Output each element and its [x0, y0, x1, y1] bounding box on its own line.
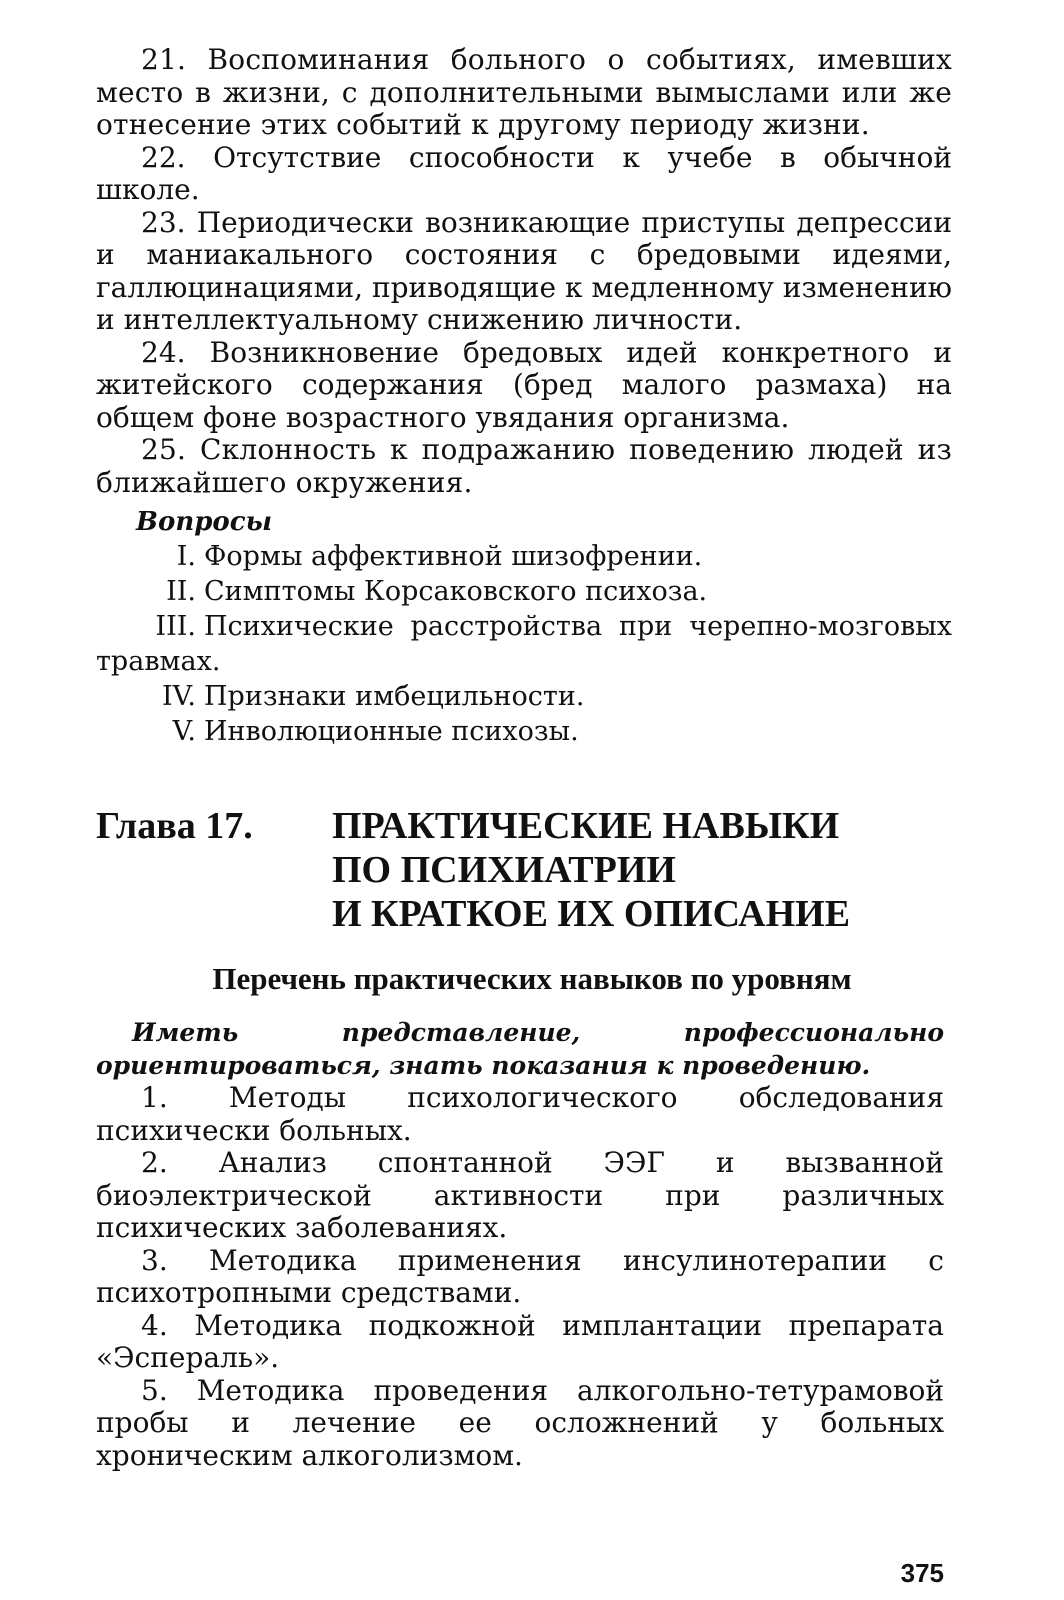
question-text: Психические расстройства при черепно-мозговых травмах. — [96, 611, 952, 677]
chapter-label: Глава 17. — [96, 805, 253, 847]
question-number: V. — [172, 716, 196, 747]
list-item: 2. Анализ спонтанной ЭЭГ и вызванной биоэлектрической активности при различных психических заболеваниях. — [96, 1146, 944, 1244]
question-text: Симптомы Корсаковского психоза. — [204, 576, 708, 607]
page-number: 375 — [900, 1558, 944, 1588]
question-text: Формы аффективной шизофрении. — [204, 541, 703, 572]
question-number: I. — [176, 541, 196, 572]
symptom-list-continued — [96, 44, 952, 749]
chapter-title-line: ПРАКТИЧЕСКИЕ НАВЫКИ — [332, 805, 840, 847]
level-intro: Иметь представление, профессионально ориентироваться, знать показания к проведению. — [96, 1018, 944, 1080]
question-number: III. — [155, 611, 196, 642]
question-item — [96, 609, 952, 679]
list-item: 25. Склонность к подражанию поведению людей из ближайшего окружения. — [96, 433, 952, 499]
list-item: 22. Отсутствие способности к учебе в обычной школе. — [96, 140, 952, 206]
list-item: 21. Воспоминания больного о событиях, имевших место в жизни, с дополнительными вымыслами или же отнесение этих событий к другому периоду жизни. — [96, 43, 952, 141]
chapter-title-line: И КРАТКОЕ ИХ ОПИСАНИЕ — [332, 893, 851, 935]
question-text: Инволюционные психозы. — [204, 716, 579, 747]
list-item: 4. Методика подкожной имплантации препарата «Эспераль». — [96, 1308, 944, 1374]
list-item: 5. Методика проведения алкогольно-тетурамовой пробы и лечение ее осложнений у больных хроническим алкоголизмом. — [96, 1373, 944, 1472]
chapter-title — [332, 804, 972, 936]
list-item: 23. Периодически возникающие приступы депрессии и маниакального состояния с бредовыми идеями, галлюцинациями, приводящие к медленному изменению и интеллектуальному снижению личности. — [96, 205, 952, 336]
questions-heading: Вопросы — [136, 507, 273, 537]
skills-list — [96, 1016, 944, 1472]
question-item — [96, 679, 952, 714]
question-item — [96, 574, 952, 609]
list-item: 1. Методы психологического обследования психически больных. — [96, 1081, 944, 1147]
question-number: IV. — [161, 681, 196, 712]
list-item: 24. Возникновение бредовых идей конкретного и житейского содержания (бред малого размаха) на общем фоне возрастного увядания организма. — [96, 335, 952, 434]
section-subheading: Перечень практических навыков по уровням — [212, 961, 852, 996]
question-item — [96, 539, 952, 574]
list-item: 3. Методика применения инсулинотерапии с психотропными средствами. — [96, 1243, 944, 1309]
chapter-title-line: ПО ПСИХИАТРИИ — [332, 849, 676, 891]
question-text: Признаки имбецильности. — [204, 681, 585, 712]
question-item — [96, 714, 952, 749]
question-number: II. — [166, 576, 196, 607]
